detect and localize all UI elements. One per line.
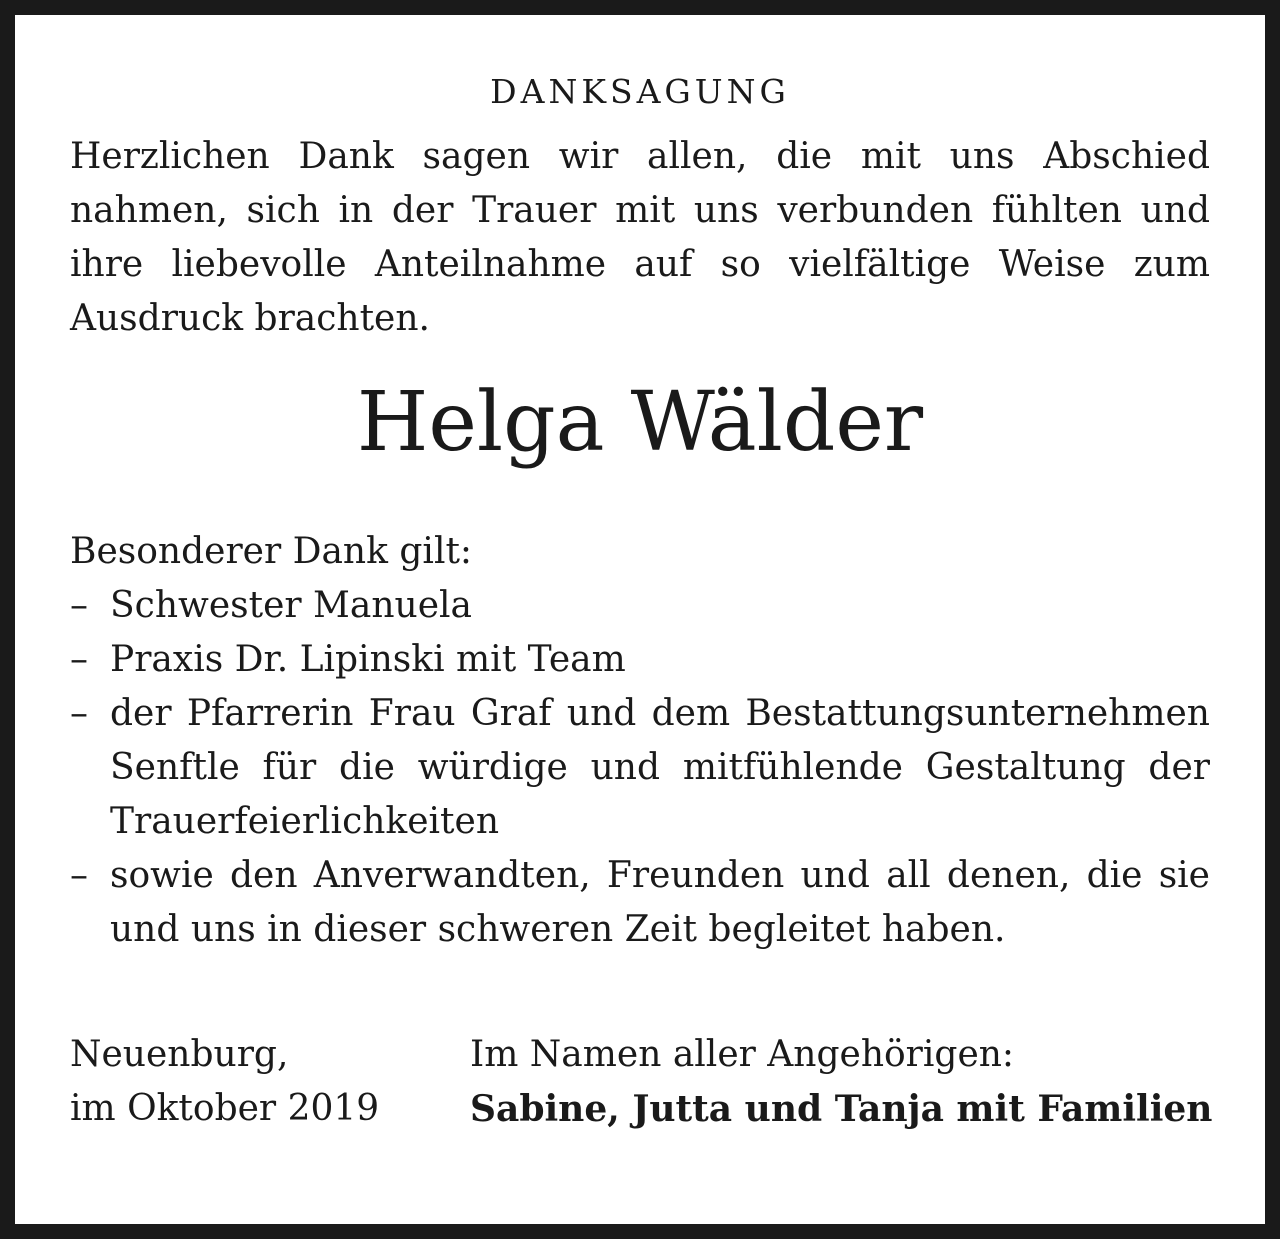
intro-paragraph: Herzlichen Dank sagen wir allen, die mit uns Abschied nahmen, sich in der Trauer mit uns verbunden fühlten und ihre liebevolle Anteilnahme auf so vielfältige Weise zum Ausdruck brachten. [70,136,1210,339]
list-item [70,633,1210,687]
deceased-name: Helga Wälder [356,375,924,470]
date-line: im Oktober 2019 [70,1088,380,1129]
place-date [70,1028,379,1136]
list-item [70,849,1210,957]
signoff-intro: Im Namen aller Angehörigen: [470,1034,1015,1075]
thanks-list [70,579,1210,957]
notice-heading: DANKSAGUNG [490,72,790,111]
signoff [470,1028,1212,1136]
list-item [70,579,1210,633]
list-item-text: Praxis Dr. Lipinski mit Team [110,639,626,680]
list-item [70,687,1210,849]
thanks-title: Besonderer Dank gilt: [70,531,473,572]
dash-bullet: – [70,639,88,680]
list-item-text: Schwester Manuela [110,585,473,626]
dash-bullet: – [70,693,88,734]
signoff-names: Sabine, Jutta und Tanja mit Familien [470,1088,1213,1130]
list-item-text: der Pfarrerin Frau Graf und dem Bestattungsunternehmen Senftle für die würdige und mitfühlende Gestaltung der Trauerfeierlichkeiten [110,693,1210,842]
place-line: Neuenburg, [70,1034,289,1075]
dash-bullet: – [70,855,88,896]
list-item-text: sowie den Anverwandten, Freunden und all denen, die sie und uns in dieser schweren Zeit begleitet haben. [110,855,1210,950]
dash-bullet: – [70,585,88,626]
